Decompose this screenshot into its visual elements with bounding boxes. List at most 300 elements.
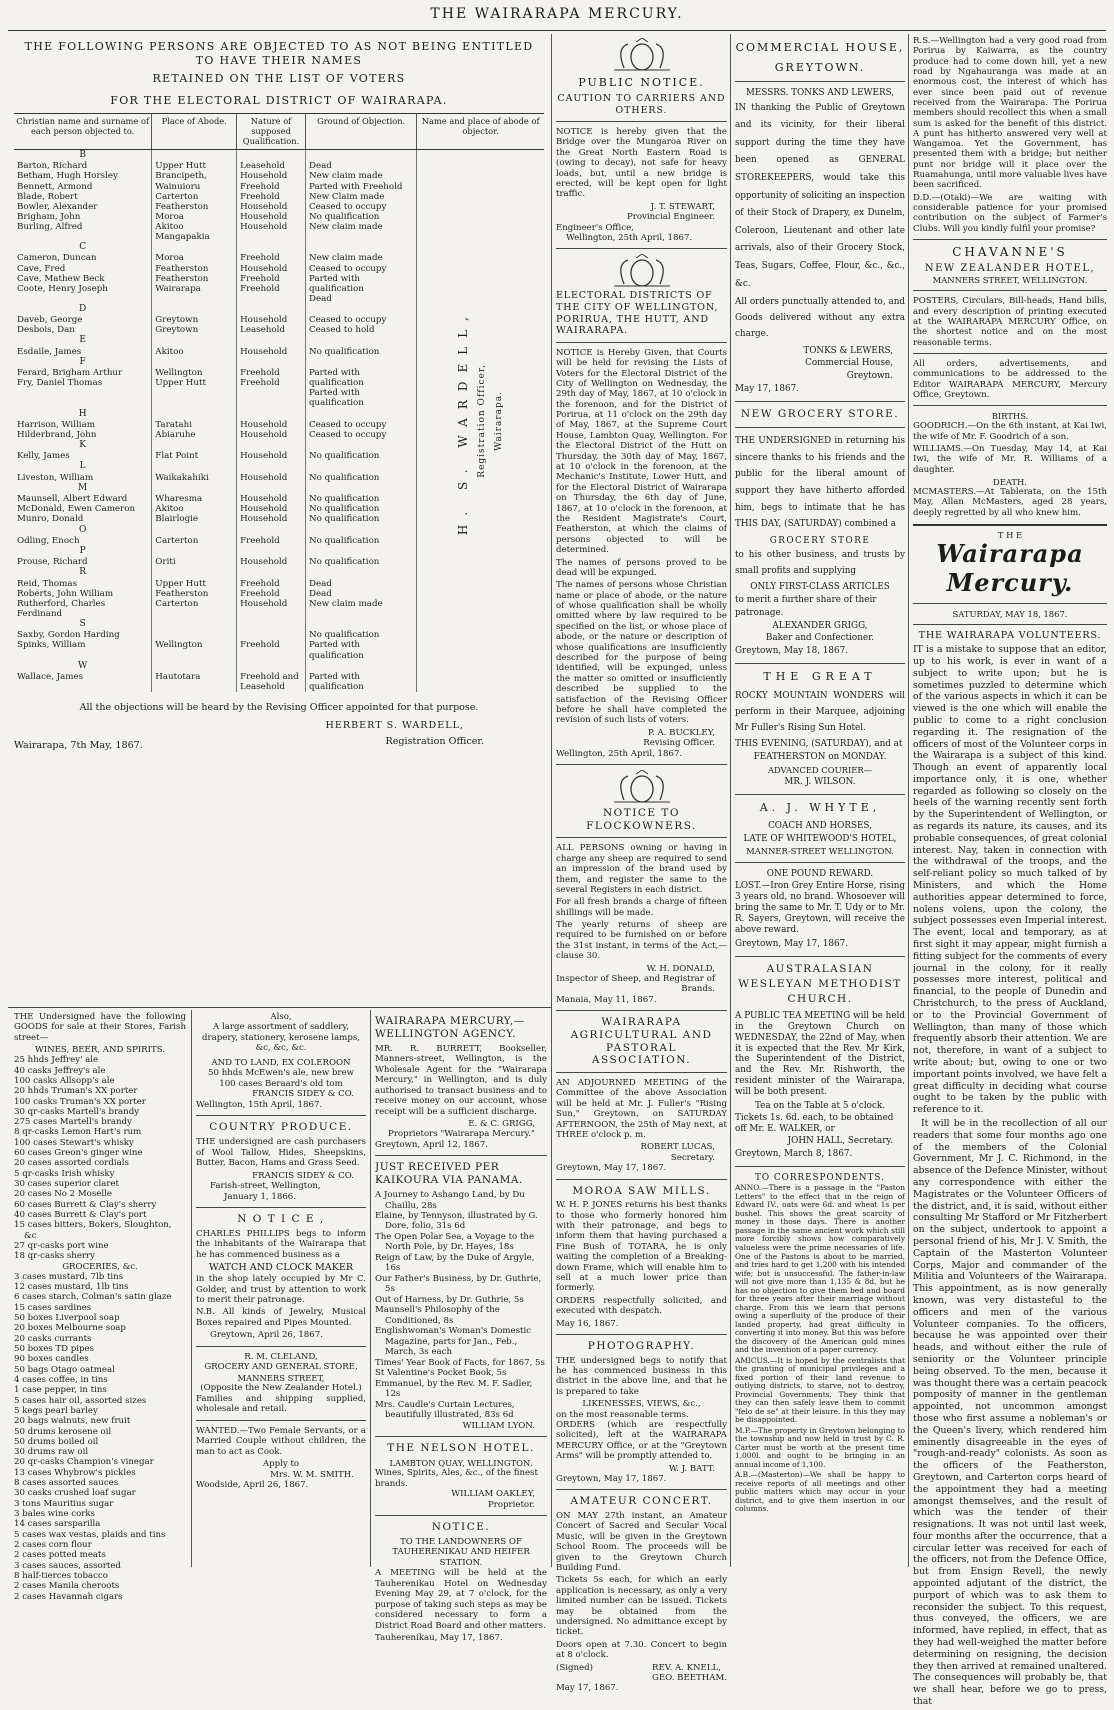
whyte-street: MANNER-STREET WELLINGTON. [746, 846, 894, 857]
table-cell-grounds: Parted with qualification Parted with qualification [305, 368, 416, 408]
book-item: A Journey to Ashango Land, by Du Chaillu, 28s [375, 1190, 525, 1211]
tauhe-heading: NOTICE. [431, 1521, 491, 1534]
wesleyan-body: A PUBLIC TEA MEETING will be held in the Greytown Church on WEDNESDAY, the 22nd of May, when it is expected that the Rev. Mr Kirk, the Superintendent of the District, and the Rev. Mr. Rishworth, the resident minister of the Wairarapa, will be both present. [735, 1010, 905, 1098]
cleland-trade: GROCERY AND GENERAL STORE, [204, 1362, 358, 1373]
phillips-body-2: in the shop lately occupied by Mr C. Golder, and trust by attention to work to merit their patronage. [196, 1274, 366, 1305]
empty-cell [305, 440, 416, 451]
book-item: Englishwoman's Woman's Domestic Magazine, parts for Jan., Feb., March, 3s each [375, 1326, 532, 1358]
agri-body: AN ADJOURNED MEETING of the Committee of the above Association will be held at Mr. J. Fuller's "Rising Sun," Greytown, on SATURDAY AFTERNOON, the 25th of May next, at THREE o'clock p. m. [556, 1078, 727, 1140]
table-cell-grounds: Parted with qualification [305, 672, 416, 692]
concert-signer: REV. A. KNELL, [652, 1662, 721, 1673]
table-cell-places: Greytown Greytown [152, 315, 237, 335]
empty-cell [305, 304, 416, 315]
table-cell-names: Cameron, Duncan Cave, Fred Cave, Mathew Beck Coote, Henry Joseph [14, 253, 152, 303]
tauhe-body: A MEETING will be held at the Tauherenikau Hotel on Wednesday Evening May 29, at 7 o'clock, for the purpose of taking such steps as may be considered necessary to form a District Road Board and other matters. [375, 1568, 547, 1631]
empty-cell [237, 619, 306, 630]
table-cell-quals: Freehold Freehold [237, 368, 306, 408]
empty-cell [237, 242, 306, 253]
electoral-signature-title: Revising Officer. [643, 738, 715, 749]
wanted-apply: Apply to [262, 1459, 300, 1470]
list-item: 15 cases bitters, Bokers, Sloughton, &c [14, 1220, 172, 1241]
list-item: 50 boxes Liverpool soap [14, 1313, 120, 1324]
photo-body-2: on the most reasonable terms. [556, 1409, 689, 1420]
list-item: 60 cases Greon's ginger wine [14, 1148, 143, 1159]
empty-cell [305, 409, 416, 420]
objections-title-line: RETAINED ON THE LIST OF VOTERS [152, 71, 406, 85]
goods-intro: THE Undersigned have the following GOODS for sale at their Stores, Farish street— [14, 1012, 186, 1043]
table-cell-quals: Household Leasehold [237, 315, 306, 335]
cleland-opposite: (Opposite the New Zealander Hotel.) [200, 1383, 362, 1394]
editorial-heading: THE WAIRARAPA VOLUNTEERS. [918, 629, 1102, 641]
list-item: 40 cases Burrett & Clay's port [14, 1209, 147, 1220]
goods-advert [14, 1012, 186, 1602]
notices-column [556, 36, 727, 1694]
produce-heading: COUNTRY PRODUCE. [209, 1121, 353, 1134]
list-item: 8 half-tierces tobacco [14, 1570, 108, 1581]
photo-body: THE undersigned begs to notify that he has commenced business in this district in the above line, and that he is prepared to take [556, 1355, 727, 1397]
table-cell-names: Saxby, Gordon Harding Spinks, William [14, 630, 152, 660]
posters-notice: POSTERS, Circulars, Bill-heads, Hand bills, and every description of printing executed at the WAIRARAPA MERCURY Office, on the shortest notice and on the most reasonable terms. [913, 296, 1107, 348]
orders-notice: All orders, advertisements, and communications to be addressed to the Editor WAIRARAPA MERCURY, Mercury Office, Greytown. [913, 358, 1107, 400]
list-item: 3 cases mustard, 7lb tins [14, 1271, 124, 1282]
land-item: 50 hhds McEwen's ale, new brew [208, 1068, 354, 1079]
list-item: 8 qr-casks Lemon Hart's rum [14, 1127, 142, 1138]
book-item: Out of Harness, by Dr. Guthrie, 5s [375, 1294, 524, 1305]
table-cell-grounds: Dead Dead New claim made [305, 579, 416, 619]
death-heading: DEATH. [993, 476, 1027, 487]
rocky-body: ROCKY MOUNTAIN WONDERS will perform in their Marquee, adjoining Mr Fuller's Rising Sun Hotel. [735, 690, 905, 733]
letter-heading: C [14, 242, 152, 253]
flock-heading: NOTICE TO FLOCKOWNERS. [586, 806, 697, 832]
table-cell-quals: Freehold Freehold Household [237, 579, 306, 619]
column-header: Name and place of abode of objector. [417, 114, 544, 150]
commercial-heading: COMMERCIAL HOUSE, [735, 41, 905, 54]
list-item: 60 cases Burrett & Clay's sherry [14, 1199, 157, 1210]
objector-title: Registration Officer, [476, 364, 487, 478]
editorial-column [913, 36, 1107, 1710]
table-cell-grounds: No qualification [305, 451, 416, 461]
photo-body-3: ORDERS (which are respectfully solicited), left at the WAIRARAPA MERCURY Office, or at the "Greytown Arms" will be promptly attended to. [556, 1419, 727, 1462]
wines-heading: WINES, BEER, AND SPIRITS. [34, 1044, 166, 1055]
commercial-firm: MESSRS. TONKS AND LEWERS, [745, 87, 895, 98]
empty-cell [237, 483, 306, 494]
table-cell-places: Waikakahiki [152, 473, 237, 483]
births-heading: BIRTHS. [991, 411, 1029, 422]
grocery-body-2: to his other business, and trusts by small profits and supplying [735, 549, 905, 576]
rocky-courier: ADVANCED COURIER— [767, 764, 873, 775]
royal-crest-icon [602, 770, 682, 804]
letter-heading: K [14, 440, 152, 451]
public-notice-body: NOTICE is hereby given that the Bridge over the Mungaroa River on the Great North Eastern Road is (owing to decay), not safe for heavy loads, but, until a new bridge is erected, will be kept open for light traffic. [556, 127, 727, 200]
list-item: 20 boxes Melbourne soap [14, 1323, 126, 1334]
table-cell-names: Ferard, Brigham Arthur Fry, Daniel Thomas [14, 368, 152, 408]
book-item: The Open Polar Sea, a Voyage to the North Pole, by Dr. Hayes, 18s [375, 1231, 535, 1253]
moroa-date: May 16, 1867. [556, 1318, 619, 1329]
agency-date: Greytown, April 12, 1867. [375, 1139, 488, 1150]
empty-cell [152, 661, 237, 672]
concert-body: ON MAY 27th instant, an Amateur Concert of Sacred and Secular Vocal Music, will be given in the Greytown School Room. The proceeds will be given to the Greytown Church Building Fund. [556, 1511, 727, 1573]
reward-heading: ONE POUND REWARD. [766, 869, 874, 880]
empty-cell [152, 304, 237, 315]
electoral-date: Wellington, 25th April, 1867. [556, 748, 683, 759]
land-heading: AND TO LAND, EX COLEROON [211, 1057, 351, 1068]
letter-heading: L [14, 461, 152, 472]
empty-cell [152, 150, 237, 162]
top-rule [8, 30, 1106, 31]
book-item: Emmanuel, by the Rev. M. F. Sadler, 12s [375, 1378, 533, 1400]
letter-heading: H [14, 409, 152, 420]
concert-heading: AMATEUR CONCERT. [570, 1495, 713, 1508]
empty-cell [305, 546, 416, 557]
table-cell-grounds: No qualification Parted with qualification [305, 630, 416, 660]
table-cell-grounds: Ceased to occupy Ceased to occupy [305, 420, 416, 440]
commercial-town: GREYTOWN. [774, 60, 866, 74]
list-item: 2 cases Manila cheroots [14, 1581, 120, 1592]
royal-crest-icon [602, 38, 682, 72]
agency-body: MR. R. BURRETT, Bookseller, Manners-street, Wellington, is the Wholesale Agent for the "Wairarapa Mercury," in Wellington, and is duly authorised to transact business and to receive money on our account, whose receipt will be a sufficient discharge. [375, 1043, 547, 1117]
column-rule [191, 1010, 192, 1567]
letter-heading: P [14, 546, 152, 557]
electoral-body: NOTICE is Hereby Given, that Courts will be held for revising the Lists of Voters for the Electoral District of the City of Wellington on Wednesday, the 29th day of May, 1867, at 10 o'clock in the forenoon, and for the District of Porirua, at 11 o'clock on the 29th day of May, 1867, at the Supreme Court House, Lambton Quay, Wellington. For the Electoral District of the Hutt on Thursday, the 30th day of May, 1867, at 10 o'clock in the forenoon, at the Mechanic's Institute, Lower Hutt, and for the Electoral District of Wairarapa on Thursday, the 6th day of June, 1867, at 10 o'clock in the forenoon, at the Resident Magistrate's Court, Featherston, at which the claims of persons objected to will be determined. [556, 347, 727, 556]
moroa-body-2: ORDERS respectfully solicited, and executed with despatch. [556, 1295, 727, 1317]
sidey-address: Farish-street, Wellington, [210, 1181, 321, 1192]
photo-heading: PHOTOGRAPHY. [587, 1339, 696, 1352]
wesleyan-body-2: Tickets 1s. 6d. each, to be obtained off Mr. E. WALKER, or [735, 1113, 894, 1135]
column-rule [370, 1010, 371, 1567]
table-cell-names: Reid, Thomas Roberts, John William Rutherford, Charles Ferdinand [14, 579, 152, 619]
objections-dateline: Wairarapa, 7th May, 1867. [14, 740, 143, 752]
list-item: 275 cases Martell's brandy [14, 1117, 132, 1128]
letter-heading: E [14, 335, 152, 346]
sidey-assortment: A large assortment of saddlery, drapery, stationery, kerosene lamps, &c, &c, &c. [202, 1022, 360, 1054]
table-cell-grounds: No qualification [305, 473, 416, 483]
commercial-signature-3: Greytown. [846, 371, 893, 382]
objector-name: H. S. WARDELL, [455, 307, 470, 535]
nelson-heading: THE NELSON HOTEL. [387, 1442, 535, 1455]
table-cell-grounds: Dead New claim made Parted with Freehold New Claim made Ceased to occupy No qualification New claim made [305, 161, 416, 242]
whyte-subheading: COACH AND HORSES, [768, 820, 872, 831]
empty-cell [305, 525, 416, 536]
empty-cell [305, 150, 416, 162]
list-item: 3 cases sauces, assorted [14, 1560, 121, 1571]
correspondents-paragraph: M.P.—The property in Greytown belonging to the township and now held in trust by C. R. Carter must be worth at the present time 1,000l. and ought to be bringing in an annual income of 1,100. [735, 1425, 905, 1469]
table-cell-places: Upper Hutt Brancipeth, Wainuioru Carterton Featherston Moroa Akitoo Mangapakia [152, 161, 237, 242]
cleland-heading: R. M. CLELAND, [244, 1351, 318, 1362]
sidey-firm-2: FRANCIS SIDEY & CO. [252, 1170, 354, 1181]
empty-cell [237, 461, 306, 472]
list-item: 27 qr-casks port wine [14, 1240, 109, 1251]
list-item: 100 casks Allsopp's ale [14, 1075, 115, 1086]
list-item: 50 drums boiled oil [14, 1436, 99, 1447]
list-item: 20 casks currants [14, 1333, 92, 1344]
wesleyan-tea: Tea on the Table at 5 o'clock. [754, 1101, 886, 1112]
sidey-date-2: January 1, 1866. [224, 1191, 296, 1202]
rocky-heading: THE GREAT [763, 669, 877, 683]
empty-cell [237, 661, 306, 672]
empty-cell [305, 661, 416, 672]
tauhe-date: Tauherenikau, May 17, 1867. [375, 1633, 503, 1644]
empty-cell [305, 461, 416, 472]
nelson-signature-title: Proprietor. [487, 1499, 535, 1510]
correspondents-paragraph: AMICUS.—It is hoped by the centralists that the granting of municipal privileges and a fixed portion of their land revenue to outlying districts, to starve, not to destroy, Provincial Governments. They think that they can then safely leave them to commit "felo de se" at their leisure. In this they may be disappointed. [735, 1355, 905, 1425]
concert-signer: GEO. BEETHAM. [652, 1672, 727, 1683]
phillips-body: CHARLES PHILLIPS begs to inform the inhabitants of the Wairarapa that he has commenced business as a [196, 1228, 366, 1260]
column-header: Place of Abode. [152, 114, 237, 150]
grocery-only: ONLY FIRST-CLASS ARTICLES [750, 582, 890, 593]
objections-footer: All the objections will be heard by the Revising Officer appointed for that purpose. [79, 702, 479, 714]
grocery-signature: ALEXANDER GRIGG, [772, 620, 868, 631]
wanted-to: Mrs. W. M. SMITH. [270, 1469, 354, 1480]
table-cell-quals: Household Household [237, 420, 306, 440]
agri-signature: ROBERT LUCAS, [640, 1142, 715, 1153]
list-item: 12 cases mustard, 1lb tins [14, 1282, 129, 1293]
letter-heading: O [14, 525, 152, 536]
masthead: THE WAIRARAPA MERCURY. [430, 6, 684, 22]
list-item: 50 boxes TD pipes [14, 1344, 95, 1354]
book-item: Maunsell's Philosophy of the Conditioned, 8s [375, 1305, 500, 1326]
editorial-the: T H E [997, 529, 1023, 540]
correspondents-body [735, 1184, 905, 1514]
list-item: 30 qr-casks Martell's brandy [14, 1106, 140, 1117]
commercial-signature-2: Commercial House, [805, 358, 893, 369]
grocery-heading: NEW GROCERY STORE. [740, 407, 900, 420]
table-cell-quals: Leasehold Household Freehold Freehold Household Household Household [237, 161, 306, 242]
electoral-body-3: The names of persons whose Christian name or place of abode, or the nature of whose qualification shall be wholly omitted where by law required to be specified on the list, or whose place of abode, or the nature or description of whose qualifications are insufficiently described for the purpose of being identified, will be expunged, unless the matter so omitted or insufficiently described be supplied to the satisfaction of the Revising Officer before he shall have completed the revision of such lists of voters. [556, 580, 727, 726]
birth-entry: WILLIAMS.—On Tuesday, May 14, at Kai Iwi, the wife of Mr. R. Williams of a daughter. [913, 443, 1107, 475]
list-item: 20 hhds Truman's XX porter [14, 1086, 138, 1097]
list-item: 2 cases corn flour [14, 1539, 92, 1550]
empty-cell [152, 357, 237, 368]
list-item: 2 cases potted meats [14, 1550, 106, 1561]
concert-signed: (Signed) [556, 1662, 593, 1673]
nelson-signature: WILLIAM OAKLEY, [451, 1489, 535, 1500]
table-cell-grounds: No qualification [305, 536, 416, 546]
empty-cell [152, 483, 237, 494]
list-item: 40 casks Jeffrey's ale [14, 1065, 106, 1076]
table-cell-quals: Freehold [237, 536, 306, 546]
list-item: 20 cases assorted cordials [14, 1158, 129, 1169]
editorial-date: SATURDAY, MAY 18, 1867. [952, 608, 1068, 619]
book-item: St Valentine's Pocket Book, 5s [375, 1368, 507, 1379]
photo-line: LIKENESSES, VIEWS, &c., [582, 1399, 701, 1410]
empty-cell [305, 357, 416, 368]
editorial-paragraph: It will be in the recollection of all our readers that some four months ago one of the members of the Colonial Government, Mr J. C. Richmond, in the absence of the Defence Minister, without any correspondence with either the Magistrates or the Volunteer Officers of the district, and, it is said, without either consulting Mr Stafford or Mr Fitzherbert on the subject, undertook to appoint a personal friend of his, Mr J. V. Smith, the Captain of the Masterton Volunteer Corps, Major and commander of the Militia and Volunteers of the Wairarapa. This appointment, as is now generally known, was very distasteful to the officers and men of the various Volunteer companies. To the officers, because he was appointed over their heads, and without either the rule of seniority or the Volunteer principle being observed. To the men, because it was thought there was a certain peacock pomposity of manner in the gentleman appointed, not uncommon amongst those who first assume a nobleman's or the Queen's livery, which rendered him eminently disagreeable in the eyes of "rough-and-ready" colonists. As soon as the officers of the Featherston, Greytown, and Carterton corps heard of the appointment they had a meeting amongst themselves, and the result of which was the tender of their resignations. It was not until last week, four months after the occurrence, that a circular letter was received for each of the officers, not from the Defence Office, but from Ensign Revell, the newly appointed adjutant of the district, the purport of which was to ask them to reconsider the subject. To this request, thus conveyed, the officers, we are informed, have replied, in effect, that as they had well-weighed the matter before determining on resigning, the decision they then arrived at remained unaltered. The consequences will probably be, that we shall hear, before we go to press, that [913, 1118, 1107, 1708]
list-item: 3 bales wine corks [14, 1509, 95, 1519]
commercial-body: IN thanking the Public of Greytown and its vicinity, for their liberal support during the time they have been opened as GENERAL STOREKEEPERS, would take this opportunity of soliciting an inspection of their Stock of Drapery, ex Dunelm, Coleroon, Lieutenant and other late arrivals, also of their Grocery Stock, Teas, Sugars, Coffee, Flour, &c., &c., &c. [735, 102, 905, 289]
list-item: 2 cases Havannah cigars [14, 1591, 123, 1602]
flock-body-3: The yearly returns of sheep are required to be furnished on or before the 31st instant, in terms of the Act,—clause 30. [556, 920, 727, 962]
wesleyan-date: Greytown, March 8, 1867. [735, 1148, 853, 1159]
table-cell-places: Upper Hutt Featherston Carterton [152, 579, 237, 619]
agri-heading: WAIRARAPA AGRICULTURAL AND PASTORAL ASSOCIATION. [570, 1016, 713, 1067]
table-cell-names: Esdaile, James [14, 347, 152, 357]
empty-cell [152, 335, 237, 346]
table-cell-names: Harrison, William Hilderbrand, John [14, 420, 152, 440]
cleland-street: MANNERS STREET, [237, 1372, 325, 1383]
empty-cell [237, 357, 306, 368]
electoral-signature: P. A. BUCKLEY, [647, 727, 715, 738]
table-cell-grounds: Ceased to occupy Ceased to hold [305, 315, 416, 335]
letter-heading: F [14, 357, 152, 368]
chavanne-street: MANNERS STREET, WELLINGTON. [932, 275, 1088, 286]
empty-cell [152, 525, 237, 536]
list-item: 20 cases No 2 Moselle [14, 1189, 112, 1200]
empty-cell [237, 546, 306, 557]
list-item: 5 cases hair oil, assorted sizes [14, 1395, 147, 1406]
table-cell-names: Maunsell, Albert Edward McDonald, Ewen Cameron Munro, Donald [14, 494, 152, 524]
table-cell-grounds: No qualification [305, 557, 416, 567]
letter-heading: R [14, 567, 152, 578]
grocery-signature-title: Baker and Confectioner. [765, 633, 875, 644]
letter-heading: M [14, 483, 152, 494]
flock-signature-title: Inspector of Sheep, and Registrar of Brands. [556, 974, 715, 995]
book-item: Mrs. Caudle's Curtain Lectures, beautifully illustrated, 83s 6d [375, 1399, 515, 1421]
tauhe-subheading: TO THE LANDOWNERS OF TAUHERENIKAU AND HEIFER STATION. [392, 1536, 530, 1568]
flock-body-2: For all fresh brands a charge of fifteen shillings will be made. [556, 897, 727, 918]
list-item: 30 cases superior claret [14, 1179, 119, 1189]
empty-cell [152, 546, 237, 557]
empty-cell [305, 619, 416, 630]
photo-signature: W. J. BATT. [668, 1463, 715, 1474]
table-cell-places: Oriti [152, 557, 237, 567]
objections-notice [14, 40, 544, 752]
list-item: 14 cases sarsparilla [14, 1519, 101, 1530]
chavanne-subheading: NEW ZEALANDER HOTEL, [924, 263, 1096, 275]
public-notice-office: Engineer's Office, [556, 222, 634, 233]
empty-cell [152, 409, 237, 420]
chavanne-heading: CHAVANNE'S [952, 244, 1068, 259]
agency-column [375, 1012, 547, 1644]
list-item: 30 drums raw oil [14, 1447, 89, 1458]
list-item: 30 casks crushed loaf sugar [14, 1488, 136, 1499]
kaikoura-heading: JUST RECEIVED PER KAIKOURA VIA PANAMA. [375, 1161, 523, 1187]
flock-body: ALL PERSONS owning or having in charge any sheep are required to send an impression of the brand used by them, and register the same to the several Registers in each district. [556, 843, 727, 895]
editorial-paragraph: IT is a mistake to suppose that an editor, up to his work, is ever in want of a subject to write upon; but he is sometimes puzzled to determine which of the various aspects in which it can be viewed is the one which will enable the public to come to a right conclusion regarding it. The resignation of the officers of most of the Volunteer corps in the Wairarapa is a subject of this kind. Though an event of apparently local importance only, it is one, whether regarded as following so closely on the heels of the warning recently sent forth by the Superintendent of Wellington, or as regards its nature, its causes, and its probable consequences, of great colonial interest. Nay, taken in connection with the withdrawal of the troops, and the self-reliant policy so much talked of by Ministers, and which the Home authorities appear determined to force, nolens volens, upon the colony, the subject possesses even Imperial interest. The event, local and temporary, as at first sight it may appear, might furnish a fitting subject for the comments of every journal in the colony, for it really possesses more interest, political and financial, to the people of Dunedin and Christchurch, to the press of Auckland, or to the Provincial Government of Wellington, than many of those which frequently absorb their attention. We are not, therefore, in want of a subject to write about; but, owing to one or two important points involved, we have felt a great difficulty in deciding what course ought to be taken by the public with reference to it. [913, 644, 1107, 1116]
editorial-masthead: Wairarapa Mercury. [936, 538, 1084, 597]
whyte-late: LATE OF WHITEWOOD'S HOTEL, [743, 833, 897, 844]
list-item: 20 qr-casks Champion's vinegar [14, 1457, 154, 1468]
objections-table [14, 113, 544, 692]
grocery-body-3: to merit a further share of their patronage. [735, 595, 877, 618]
column-rule [730, 34, 731, 1567]
table-cell-grounds: No qualification No qualification No qualification [305, 494, 416, 524]
kaikoura-signature: WILLIAM LYON. [462, 1420, 535, 1431]
public-notice-signature-title: Provincial Engineer. [626, 212, 715, 223]
land-item: 100 cases Beraard's old tom [219, 1078, 343, 1089]
correspondents-paragraph: ANNO.—There is a passage in the "Paston Letters" to the effect that in the reign of Edward IV., oats were 6d. and wheat 1s per bushel. This shows the great scarcity of money in those days. There is another passage in the same ancient work which still more forcibly shows how comparatively valueless were the prime necessaries of life. One of the Pastons is about to be married, and tries hard to get 1,200 with his intended wife; but is unsuccessful. The father-in-law will not give more than 1,135 & 8d, but he has no objection to give them bed and board for three years after their marriage without charge. From this we learn that persons owing a superfluity of the produce of their landed property, had great difficulty in converting it into money. But this was before the discovery of the American gold mines and the invention of a paper currency. [735, 1183, 905, 1355]
list-item: 25 hhds Jeffrey' ale [14, 1055, 99, 1066]
table-cell-places: Hautotara [152, 672, 237, 692]
table-cell-quals: Household [237, 557, 306, 567]
phillips-date: Greytown, April 26, 1867. [210, 1330, 323, 1341]
electoral-heading: ELECTORAL DISTRICTS OF THE CITY OF WELLINGTON, PORIRUA, THE HUTT, AND WAIRARAPA. [556, 290, 719, 337]
empty-cell [305, 242, 416, 253]
list-item: 13 cases Whybrow's pickles [14, 1467, 136, 1478]
table-cell-places: Wellington Upper Hutt [152, 368, 237, 408]
table-cell-quals: Freehold [237, 630, 306, 660]
empty-cell [237, 525, 306, 536]
grocery-date: Greytown, May 18, 1867. [735, 646, 849, 657]
agri-date: Greytown, May 17, 1867. [556, 1163, 667, 1174]
letter-heading: B [14, 150, 152, 162]
public-notice-heading: PUBLIC NOTICE. [578, 76, 705, 89]
empty-cell [152, 567, 237, 578]
list-item: 5 cases wax vestas, plaids and tins [14, 1529, 166, 1540]
table-cell-places: Carterton [152, 536, 237, 546]
rocky-monday: FEATHERSTON on MONDAY. [753, 752, 887, 763]
table-cell-places: Moroa Featherston Featherston Wairarapa [152, 253, 237, 303]
birth-entry: GOODRICH.—On the 6th instant, at Kai Iwi, the wife of Mr. F. Goodrich of a son. [913, 421, 1107, 442]
table-cell-places: Akitoo [152, 347, 237, 357]
groceries-heading: GROCERIES, &c. [62, 1261, 138, 1272]
royal-crest-icon [602, 254, 682, 288]
commercial-body-2: All orders punctually attended to, and Goods delivered without any extra charge. [735, 297, 905, 339]
groceries-list [14, 1272, 186, 1602]
nelson-address: LAMBTON QUAY, WELLINGTON. [389, 1457, 533, 1468]
table-header-row [14, 114, 544, 150]
table-cell-quals: Household [237, 347, 306, 357]
list-item: 5 kegs pearl barley [14, 1405, 98, 1416]
table-cell-quals: Freehold Household Freehold Freehold [237, 253, 306, 303]
wines-list [14, 1055, 186, 1261]
phillips-nb: N.B. All kinds of Jewelry, Musical Boxes repaired and Pipes Mounted. [196, 1307, 366, 1328]
table-cell-names: Daveb, George Desbois, Dan [14, 315, 152, 335]
table-cell-quals: Household Household Household [237, 494, 306, 524]
kaikoura-list [375, 1190, 547, 1421]
empty-cell [305, 483, 416, 494]
empty-cell [152, 461, 237, 472]
empty-cell [152, 619, 237, 630]
grocery-body: THE UNDERSIGNED in returning his sincere thanks to his friends and the public for the liberal amount of support they have hitherto afforded him, begs to intimate that he has THIS DAY, (SATURDAY) combined a [735, 435, 905, 530]
empty-cell [237, 304, 306, 315]
table-cell-places: Wharesma Akitoo Blairlogie [152, 494, 237, 524]
empty-cell [237, 335, 306, 346]
list-item: 100 casks Truman's XX porter [14, 1096, 146, 1107]
column-header: Nature of supposed Qualification. [237, 114, 306, 150]
empty-cell [152, 440, 237, 451]
list-item: 3 tons Mauritius sugar [14, 1498, 114, 1509]
sidey-column [196, 1012, 366, 1491]
table-cell-quals: Freehold and Leasehold [237, 672, 306, 692]
public-notice-date: Wellington, 25th April, 1867. [566, 232, 693, 243]
phillips-trade: WATCH AND CLOCK MAKER [208, 1262, 354, 1274]
table-cell-names: Wallace, James [14, 672, 152, 692]
also-label: Also, [270, 1012, 292, 1022]
table-cell-names: Prouse, Richard [14, 557, 152, 567]
moroa-heading: MOROA SAW MILLS. [572, 1184, 711, 1197]
agency-heading: WAIRARAPA MERCURY,—WELLINGTON AGENCY. [375, 1015, 525, 1040]
table-cell-places: Wellington [152, 630, 237, 660]
table-cell-quals: Household [237, 473, 306, 483]
reward-date: Greytown, May 17, 1867. [735, 939, 849, 950]
list-item: 5 qr-casks Irish whisky [14, 1168, 115, 1179]
objections-signature: HERBERT S. WARDELL, [325, 720, 464, 732]
objector-cell [417, 150, 544, 693]
death-entry: MCMASTERS.—At Tablerata, on the 15th May, Allan McMasters, aged 28 years, deeply regretted by all who knew him. [913, 486, 1107, 518]
objections-title-line: FOR THE ELECTORAL DISTRICT OF WAIRARAPA. [110, 93, 448, 107]
commercial-date: May 17, 1867. [735, 383, 799, 394]
sidey-date: Wellington, 15th April, 1867. [196, 1099, 323, 1110]
whyte-heading: A. J. WHYTE, [759, 800, 881, 814]
produce-body: THE undersigned are cash purchasers of Wool Tallow, Hides, Sheepskins, Butter, Bacon, Hams and Grass Seed. [196, 1137, 366, 1169]
letter-heading: D [14, 304, 152, 315]
table-cell-names: Kelly, James [14, 451, 152, 461]
table-cell-names: Odling, Enoch [14, 536, 152, 546]
concert-signatures [556, 1663, 727, 1684]
empty-cell [237, 440, 306, 451]
commercial-column [735, 36, 905, 1516]
table-cell-grounds: No qualification [305, 347, 416, 357]
